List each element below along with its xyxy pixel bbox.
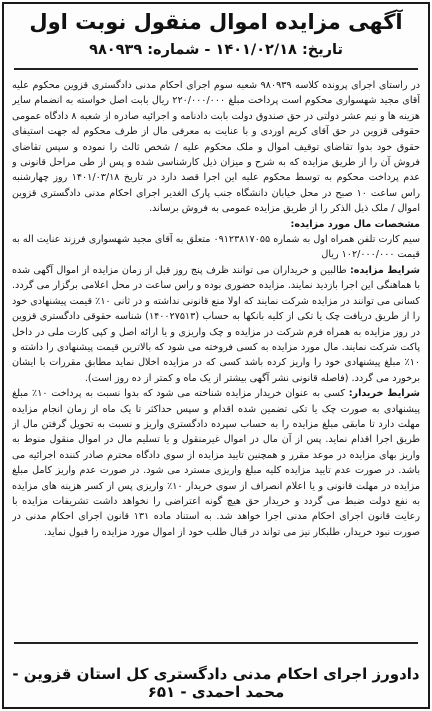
auction-terms-heading: شرایط مزایده: xyxy=(349,264,420,276)
divider-bottom xyxy=(14,642,418,644)
signature-line: دادورز اجرای احکام مدنی دادگستری کل استان قزوین - محمد احمدی - ۶۵۱ xyxy=(12,665,420,701)
specs-heading: مشخصات مال مورد مزایده: xyxy=(290,218,420,230)
notice-title: آگهی مزایده اموال منقول نوبت اول xyxy=(29,10,403,34)
auction-terms-paragraph xyxy=(12,263,420,386)
intro-text: در راستای اجرای پرونده کلاسه ۹۸۰۹۳۹ شعبه سوم اجرای احکام مدنی دادگستری قزوین محکوم علیه آقای مجید شهسواری محکوم است پرداخت مبلغ ۲۲۰/۰۰۰/۰۰۰ ریال بابت اصل خواسته به انضمام سایر هزینه ها و نیم عشر دولتی در حق صندوق دولت بابت دادنامه و اجرائیه صادره از شعبه ۸ دادگاه عمومی حقوقی قزوین در حق آقای کریم اوردی و با عنایت به معرفی مال از طرف محکوم له جهت استیفای حقوق خود بدوا تقاضای توقیف اموال و ملک محکوم علیه / شخص ثالث را نموده و سپس تقاضای فروش آن را از طریق مزایده که به شرح و میزان ذیل کارشناسی شده و پس از طی مراحل قانونی و عدم پرداخت محکوم به توسط محکوم علیه این اجرا قصد دارد در تاریخ ۱۴۰۱/۰۳/۱۸ روز چهارشنبه راس ساعت ۱۰ صبح در محل خیابان دانشگاه جنب پارک الغدیر اجرای احکام مدنی دادگستری قزوین اموال / ملک ذیل الذکر را از طریق مزایده عمومی به فروش برساند. xyxy=(12,80,420,215)
notice-body xyxy=(12,78,420,636)
intro-paragraph xyxy=(12,78,420,217)
buyer-terms-paragraph xyxy=(12,386,420,540)
date-and-number: تاریخ: ۱۴۰۱/۰۲/۱۸ - شماره: ۹۸۰۹۳۹ xyxy=(89,42,343,58)
divider-top xyxy=(14,68,418,70)
auction-terms-text: طالبین و خریداران می توانند ظرف پنج روز قبل از زمان مزایده از اموال آگهی شده با هماهنگی این اجرا بازدید نمایند. مزایده حضوری بوده و راس ساعت در محل اعلامی برگزار می گردد. کسانی می توانند در مزایده شرکت نمایند که اولا منع قانونی نداشته و در ثانی ۱۰٪ قیمت پیشنهادی خود را از طریق دریافت چک یا تکی از کلیه بانکها به حساب (۱۴۰۰۲۷۵۱۳) شناسه حقوقی دادگستری قزوین در روز مزایده به همراه فرم شرکت در مزایده و چک واریزی و یا ارائه اصل و کپی کارت ملی در داخل پاکت شرکت نمایند. مال مورد مزایده به کسی فروخته می شود که بالاترین قیمت پیشنهادی را داشته و ۱۰٪ مبلغ پیشنهادی خود را واریز کرده باشد کسی که در مزایده اخلال نماید مطابق مقررات با ایشان برخورد می گردد. (فاصله قانونی نشر آگهی بیشتر از یک ماه و کمتر از ده روز است). xyxy=(12,264,420,384)
specs-text: سیم کارت تلفن همراه اول به شماره ۰۹۱۲۳۸۱۷۰۵۵ متعلق به آقای مجید شهسواری فرزند عنایت اله به قیمت ۱۰۲/۰۰۰/۰۰۰ ریال xyxy=(12,234,420,261)
specs-paragraph xyxy=(12,232,420,263)
notice-frame xyxy=(2,2,430,709)
buyer-terms-text: کسی به عنوان خریدار مزایده شناخته می شود که بدوا نسبت به پرداخت ۱۰٪ مبلغ پیشنهادی به صورت چک یا تکی تضمین شده اقدام و سپس حداکثر تا یک ماه از زمان انجام مزایده مهلت دارد تا مابقی مبلغ مزایده را به حساب سپرده دادگستری واریز و نسبت به تحویل گرفتن مال از طریق اجرا اقدام نماید. پس از آن مال در اموال غیرمنقول و یا تسلیم مال در اموال منقول منوط به واریز بهای مزایده در موعد مقرر و همچنین تایید مزایده از سوی دادگاه محترم صادر کننده اجرائیه می باشد. در صورت عدم تایید مزایده کلیه مبلغ واریزی مسترد می شود. در صورت عدم واریز کامل مبلغ مزایده در مهلت قانونی و یا اعلام انصراف از سوی خریدار ۱۰٪ واریزی پس از کسر هزینه های مزایده به نفع دولت ضبط می گردد و خریدار حق هیچ گونه اعتراضی را نخواهد داشت تشریفات مزایده با رعایت قانون اجرای احکام مدنی اجرا خواهد شد. به استناد ماده ۱۳۱ قانون اجرای احکام مدنی در صورت نبود خریدار، طلبکار نیز می تواند در قبال طلب خود از اموال مورد مزایده را قبول نماید. xyxy=(12,388,420,538)
specs-heading-paragraph xyxy=(12,217,420,232)
buyer-terms-heading: شرایط خریدار: xyxy=(348,388,420,400)
